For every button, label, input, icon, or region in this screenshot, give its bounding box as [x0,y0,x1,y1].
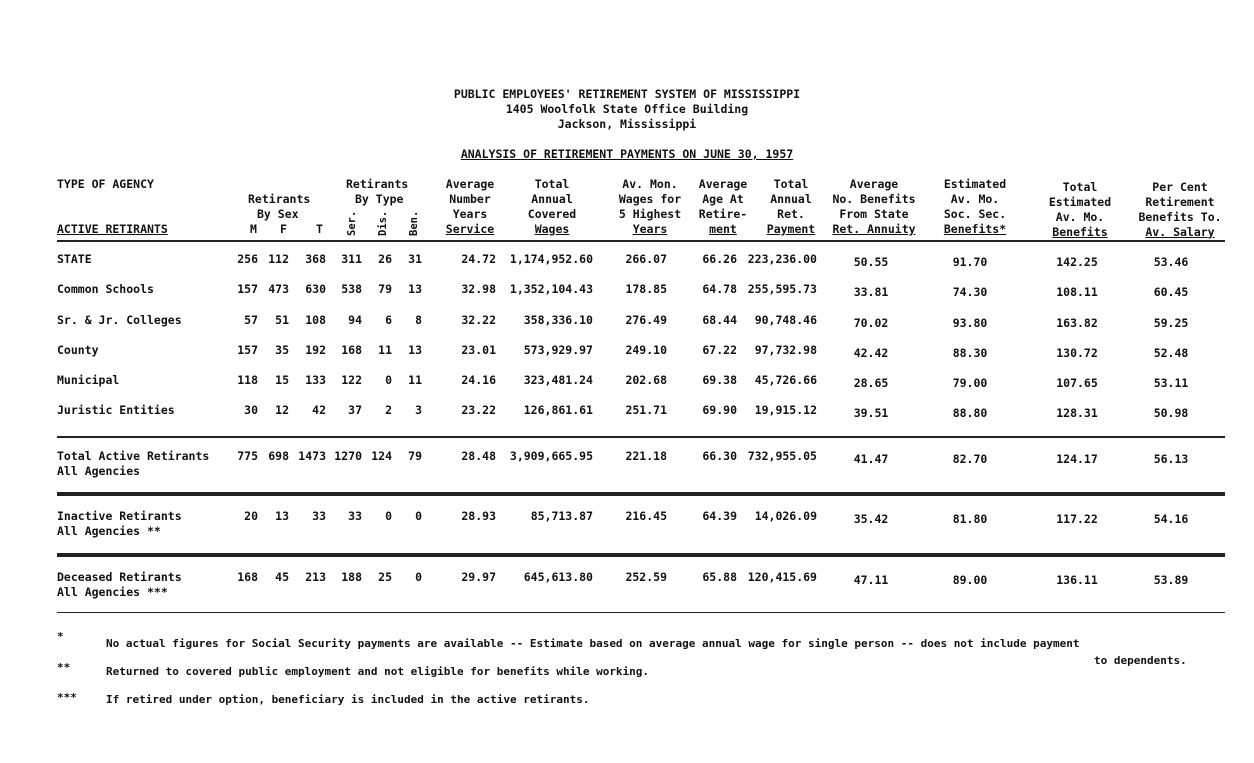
header-by-type: By Type [355,192,404,206]
cell-ret: 97,732.98 [754,343,817,357]
rule-before-total [57,436,1225,438]
cell-age: 69.90 [702,403,737,417]
header-av-mon-wages [610,177,690,237]
total-cell-dis: 25 [378,570,392,584]
cell-wages: 323,481.24 [523,373,593,387]
total-cell-age: 66.30 [702,449,737,463]
header-pct-l1: Per Cent [1152,180,1208,194]
cell-ret: 255,595.73 [747,282,817,296]
total-cell-wages: 3,909,665.95 [509,449,593,463]
cell-totest: 142.25 [1056,255,1098,269]
cell-pct: 52.48 [1153,346,1189,360]
header-avgben-l4: Ret. Annuity [832,222,916,236]
cell-estss: 74.30 [952,285,988,299]
total-label-sub: All Agencies ** [57,524,161,538]
cell-age: 68.44 [702,313,737,327]
header-totest-l2: Estimated [1048,195,1112,209]
total-cell-m: 775 [237,449,258,463]
cell-avmon: 178.85 [625,282,667,296]
total-label: Inactive Retirants [57,509,182,523]
total-cell-wages: 645,613.80 [523,570,593,584]
total-label-sub: All Agencies [57,464,141,478]
header-est-soc-sec [930,177,1020,237]
header-by-sex: By Sex [257,207,299,221]
cell-ret: 223,236.00 [747,252,817,266]
cell-pct: 53.11 [1153,376,1189,390]
header-annret-l2: Annual [770,192,812,206]
cell-avgben: 50.55 [853,255,889,269]
cell-t: 368 [305,252,326,266]
header-covered-l2: Annual [531,192,573,206]
header-avg-years-l4: Service [445,222,495,236]
cell-t: 192 [305,343,326,357]
total-cell-ser: 33 [348,509,362,523]
header-totest-l3: Av. Mo. [1055,210,1105,224]
cell-t: 108 [305,313,326,327]
header-avgage-l4: ment [709,222,737,236]
total-cell-avgben: 47.11 [853,573,889,587]
cell-ser: 37 [348,403,362,417]
header-type-ben: Ben. [408,210,420,236]
total-cell-age: 64.39 [702,509,737,523]
cell-pct: 59.25 [1153,316,1189,330]
cell-avgben: 39.51 [853,406,889,420]
total-label: Deceased Retirants [57,570,182,584]
cell-dis: 79 [378,282,392,296]
org-name: PUBLIC EMPLOYEES' RETIREMENT SYSTEM OF MISSISSIPPI [453,87,801,101]
header-estss-l1: Estimated [943,177,1007,191]
total-cell-f: 13 [275,509,289,523]
cell-avmon: 276.49 [625,313,667,327]
footnote-2-text: Returned to covered public employment and not eligible for benefits while working. [106,665,650,678]
header-sex-f: F [280,222,287,236]
total-cell-avgben: 35.42 [853,512,889,526]
header-total-est [1036,180,1124,240]
header-retirants-sex: Retirants [248,192,311,206]
row-label: Common Schools [57,282,154,296]
total-cell-yrs: 29.97 [461,570,496,584]
org-address: 1405 Woolfolk State Office Building [505,102,749,116]
cell-age: 64.78 [702,282,737,296]
cell-m: 157 [237,282,258,296]
header-avg-years-l2: Number [449,192,491,206]
footnote-1-cont: to dependents. [1094,654,1187,667]
cell-avmon: 251.71 [625,403,667,417]
cell-ben: 31 [408,252,422,266]
header-annual-ret [760,177,822,237]
cell-ben: 13 [408,343,422,357]
cell-yrs: 23.01 [461,343,496,357]
header-type-dis: Dis. [377,210,389,236]
cell-yrs: 23.22 [461,403,496,417]
header-avg-age [690,177,756,237]
row-label: Juristic Entities [57,403,175,417]
header-avgben-l3: From State [839,207,909,221]
header-annret-l3: Ret. [777,207,805,221]
report-title: ANALYSIS OF RETIREMENT PAYMENTS ON JUNE 30, 1957 [460,147,794,161]
row-label: Municipal [57,373,120,387]
rule-before-footnotes [57,612,1225,613]
total-cell-dis: 124 [371,449,392,463]
cell-estss: 91.70 [952,255,988,269]
cell-avgben: 70.02 [853,316,889,330]
header-avgben-l1: Average [849,177,899,191]
total-cell-avmon: 216.45 [625,509,667,523]
cell-wages: 573,929.97 [523,343,593,357]
cell-ret: 45,726.66 [754,373,817,387]
header-covered-l3: Covered [527,207,577,221]
header-avg-years [435,177,505,237]
total-cell-estss: 82.70 [952,452,988,466]
footnote-2-mark: ** [57,661,71,674]
cell-ser: 122 [341,373,362,387]
header-pct-l3: Benefits To. [1138,210,1222,224]
header-sex-m: M [250,222,257,236]
header-retirants-type: Retirants [346,177,409,191]
total-cell-estss: 81.80 [952,512,988,526]
footnote-3-text: If retired under option, beneficiary is included in the active retirants. [106,693,590,706]
cell-yrs: 24.16 [461,373,496,387]
total-cell-estss: 89.00 [952,573,988,587]
cell-avgben: 28.65 [853,376,889,390]
header-active-retirants: ACTIVE RETIRANTS [57,222,168,236]
cell-ser: 311 [341,252,362,266]
cell-estss: 79.00 [952,376,988,390]
header-annret-l4: Payment [766,222,816,236]
total-cell-ser: 1270 [334,449,362,463]
header-avgage-l3: Retire- [698,207,748,221]
cell-ben: 3 [415,403,422,417]
total-cell-t: 213 [305,570,326,584]
cell-pct: 60.45 [1153,285,1189,299]
row-label: Sr. & Jr. Colleges [57,313,182,327]
cell-f: 12 [275,403,289,417]
rule-before-inactive [57,492,1225,496]
cell-ben: 13 [408,282,422,296]
cell-m: 256 [237,252,258,266]
header-avmon-l3: 5 Highest [618,207,682,221]
footnote-1-text: No actual figures for Social Security payments are available -- Estimate based on average annual wage for single person -- does not include payment [106,637,1080,650]
cell-age: 66.26 [702,252,737,266]
header-avmon-l2: Wages for [618,192,682,206]
total-cell-yrs: 28.48 [461,449,496,463]
total-cell-ben: 79 [408,449,422,463]
header-totest-l4: Benefits [1052,225,1108,239]
cell-estss: 88.30 [952,346,988,360]
total-cell-yrs: 28.93 [461,509,496,523]
header-avmon-l1: Av. Mon. [622,177,678,191]
cell-ret: 90,748.46 [754,313,817,327]
total-cell-ben: 0 [415,509,422,523]
total-cell-ret: 120,415.69 [747,570,817,584]
total-cell-wages: 85,713.87 [530,509,593,523]
cell-avmon: 249.10 [625,343,667,357]
total-cell-ser: 188 [341,570,362,584]
cell-m: 157 [237,343,258,357]
cell-ben: 8 [415,313,422,327]
total-cell-ret: 14,026.09 [754,509,817,523]
cell-estss: 93.80 [952,316,988,330]
total-cell-age: 65.88 [702,570,737,584]
total-cell-pct: 53.89 [1153,573,1189,587]
cell-totest: 128.31 [1056,406,1098,420]
cell-yrs: 32.22 [461,313,496,327]
footnote-1-mark: * [57,630,64,643]
header-annret-l1: Total [773,177,809,191]
org-city: Jackson, Mississippi [557,117,697,131]
cell-f: 112 [268,252,289,266]
header-avmon-l4: Years [632,222,668,236]
total-label: Total Active Retirants [57,449,210,463]
total-cell-ben: 0 [415,570,422,584]
cell-ben: 11 [408,373,422,387]
cell-totest: 163.82 [1056,316,1098,330]
cell-dis: 11 [378,343,392,357]
cell-dis: 6 [385,313,392,327]
header-rule [57,240,1225,242]
header-avg-years-l1: Average [445,177,495,191]
cell-m: 30 [244,403,258,417]
header-totest-l1: Total [1062,180,1098,194]
header-avgben-l2: No. Benefits [832,192,916,206]
total-cell-avmon: 221.18 [625,449,667,463]
cell-dis: 26 [378,252,392,266]
header-type-of-agency: TYPE OF AGENCY [57,177,154,191]
header-estss-l4: Benefits* [943,222,1007,236]
cell-f: 35 [275,343,289,357]
header-per-cent [1130,180,1230,240]
cell-wages: 1,352,104.43 [509,282,593,296]
row-label: County [57,343,99,357]
cell-f: 473 [268,282,289,296]
total-cell-t: 33 [312,509,326,523]
total-cell-m: 168 [237,570,258,584]
cell-f: 51 [275,313,289,327]
total-cell-f: 698 [268,449,289,463]
cell-dis: 2 [385,403,392,417]
total-cell-ret: 732,955.05 [747,449,817,463]
cell-avmon: 202.68 [625,373,667,387]
cell-pct: 53.46 [1153,255,1189,269]
total-cell-m: 20 [244,509,258,523]
cell-avgben: 42.42 [853,346,889,360]
total-cell-t: 1473 [298,449,326,463]
cell-ser: 168 [341,343,362,357]
header-sex-t: T [316,222,323,236]
header-avg-years-l3: Years [452,207,488,221]
total-cell-avmon: 252.59 [625,570,667,584]
header-pct-l2: Retirement [1145,195,1215,209]
cell-m: 118 [237,373,258,387]
rule-before-deceased [57,553,1225,557]
cell-totest: 130.72 [1056,346,1098,360]
cell-dis: 0 [385,373,392,387]
total-cell-dis: 0 [385,509,392,523]
cell-age: 67.22 [702,343,737,357]
total-cell-totest: 136.11 [1056,573,1098,587]
header-pct-l4: Av. Salary [1145,225,1215,239]
total-cell-pct: 54.16 [1153,512,1189,526]
cell-pct: 50.98 [1153,406,1189,420]
cell-wages: 358,336.10 [523,313,593,327]
header-covered-l1: Total [534,177,570,191]
cell-avmon: 266.07 [625,252,667,266]
header-avg-benefits [824,177,924,237]
header-covered-l4: Wages [534,222,570,236]
cell-t: 42 [312,403,326,417]
total-cell-totest: 124.17 [1056,452,1098,466]
footnote-3-mark: *** [57,691,77,704]
cell-wages: 1,174,952.60 [509,252,593,266]
total-cell-f: 45 [275,570,289,584]
total-label-sub: All Agencies *** [57,585,168,599]
cell-estss: 88.80 [952,406,988,420]
row-label: STATE [57,252,92,266]
cell-ret: 19,915.12 [754,403,817,417]
cell-ser: 94 [348,313,362,327]
cell-m: 57 [244,313,258,327]
cell-avgben: 33.81 [853,285,889,299]
cell-t: 630 [305,282,326,296]
cell-ser: 538 [341,282,362,296]
header-covered-wages [512,177,592,237]
header-avgage-l1: Average [698,177,748,191]
cell-t: 133 [305,373,326,387]
total-cell-pct: 56.13 [1153,452,1189,466]
cell-yrs: 24.72 [461,252,496,266]
cell-totest: 107.65 [1056,376,1098,390]
header-estss-l3: Soc. Sec. [943,207,1007,221]
header-type-ser: Ser. [346,210,358,236]
header-estss-l2: Av. Mo. [950,192,1000,206]
cell-yrs: 32.98 [461,282,496,296]
header-avgage-l2: Age At [702,192,744,206]
total-cell-avgben: 41.47 [853,452,889,466]
cell-wages: 126,861.61 [523,403,593,417]
total-cell-totest: 117.22 [1056,512,1098,526]
cell-totest: 108.11 [1056,285,1098,299]
cell-age: 69.38 [702,373,737,387]
cell-f: 15 [275,373,289,387]
